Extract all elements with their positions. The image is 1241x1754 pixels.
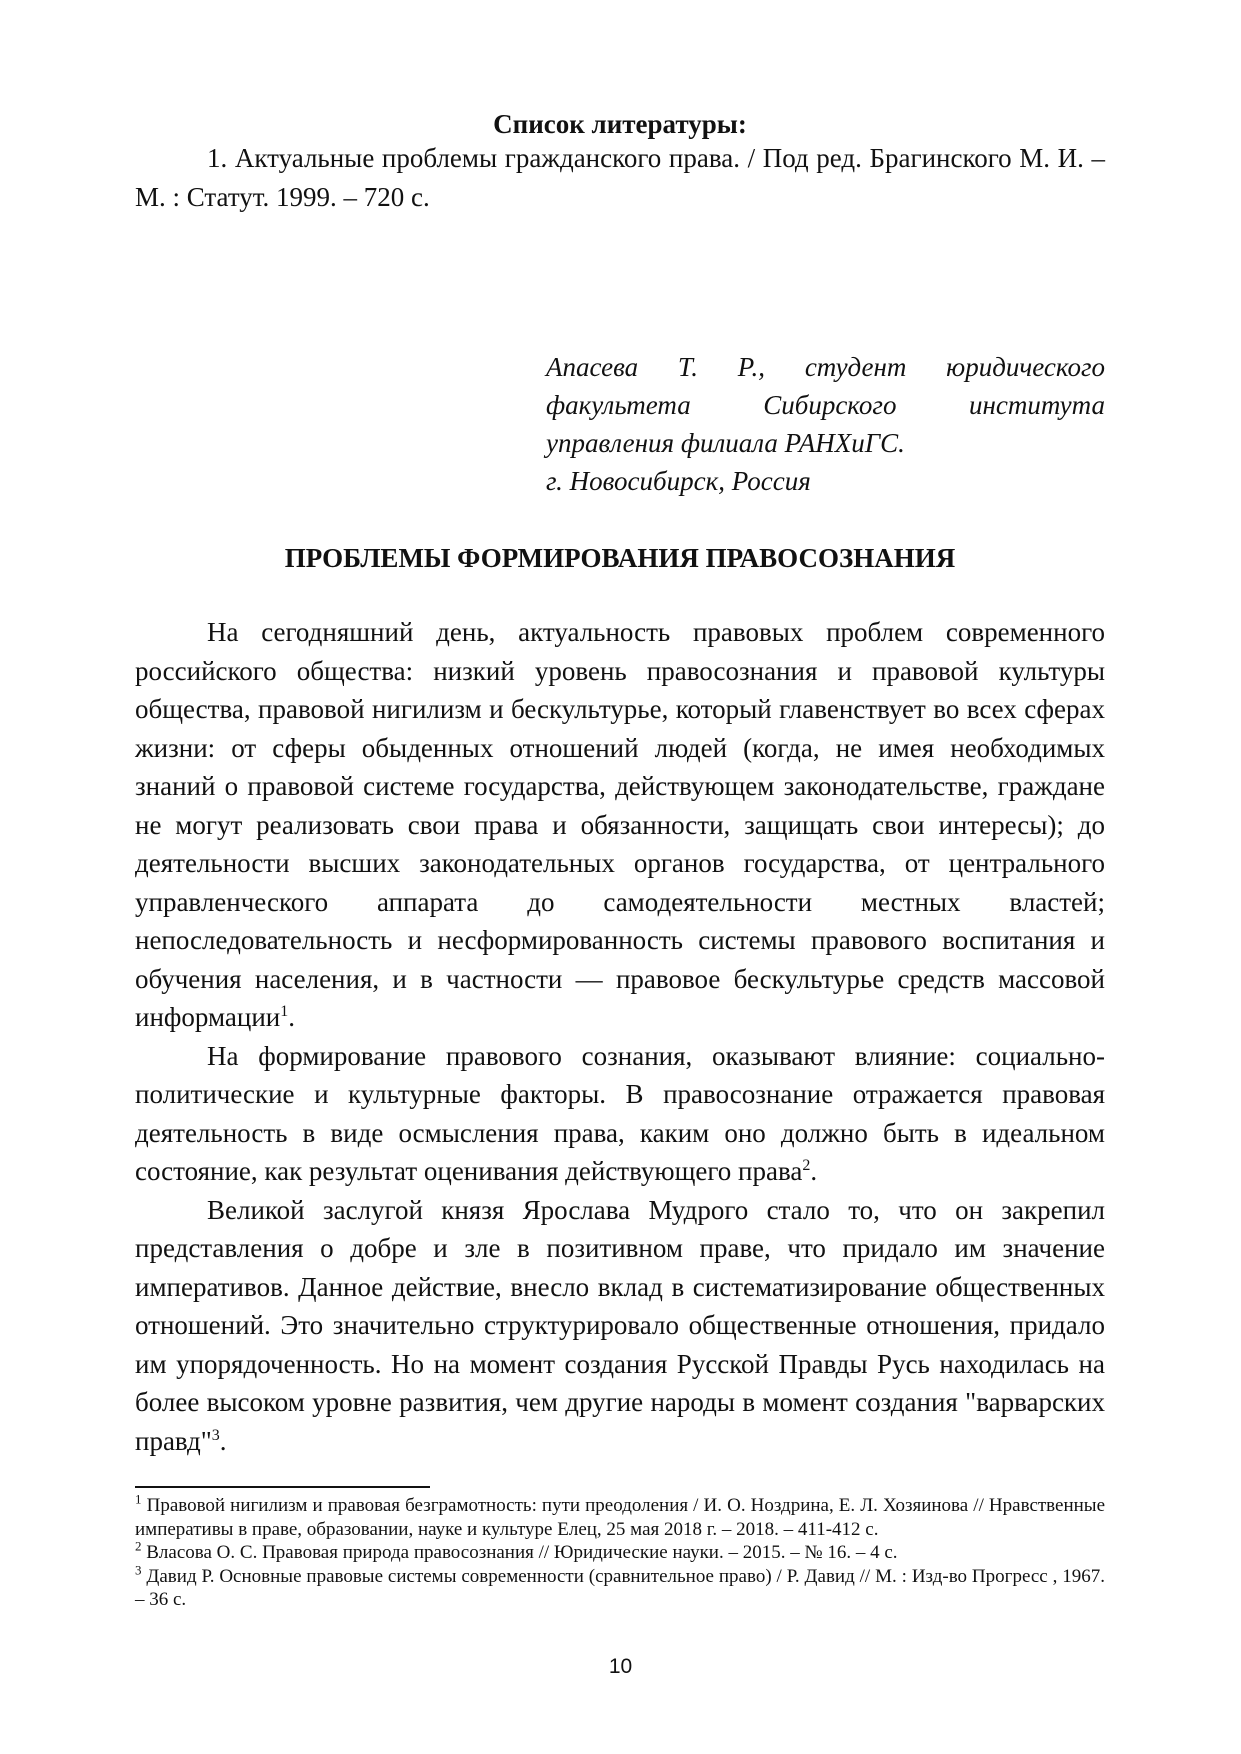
reference-item-1: 1. Актуальные проблемы гражданского права. / Под ред. Брагинского М. И. – М. : Статут. 1999. – 720 с.	[135, 143, 1105, 212]
footnote-text: Давид Р. Основные правовые системы современности (сравнительное право) / Р. Давид // М. : Изд-во Прогресс , 1967. – 36 с.	[135, 1565, 1106, 1610]
article-title: ПРОБЛЕМЫ ФОРМИРОВАНИЯ ПРАВОСОЗНАНИЯ	[284, 543, 956, 573]
references-heading: Список литературы:	[493, 109, 747, 139]
article-paragraph-2	[135, 1037, 1105, 1191]
footnote-1	[135, 1491, 1106, 1541]
footnote-text: Власова О. С. Правовая природа правосознания // Юридические науки. – 2015. – № 16. – 4 с.	[146, 1542, 898, 1563]
author-line-3: управления филиала РАНХиГС.	[546, 428, 905, 458]
paragraph-text: На формирование правового сознания, оказывают влияние: социально-политические и культурные факторы. В правосознание отражается правовая деятельность в виде осмысления права, каким оно должно быть в идеальном состояние, как результат оценивания действующего права	[135, 1040, 1105, 1186]
paragraph-end: .	[219, 1425, 227, 1456]
article-paragraph-1	[135, 613, 1105, 1037]
paragraph-text: Великой заслугой князя Ярослава Мудрого стало то, что он закрепил представления о добре и зле в позитивном праве, что придало им значение императивов. Данное действие, внесло вклад в систематизирование общественных отношений. Это значительно структурировало общественные отношения, придало им упорядоченность. Но на момент создания Русской Правды Русь находилась на более высоком уровне развития, чем другие народы в момент создания "варварских правд"	[135, 1194, 1105, 1456]
footnote-ref-2: 2	[802, 1157, 811, 1174]
footnote-number: 3	[135, 1562, 142, 1578]
author-line-4: г. Новосибирск, Россия	[546, 466, 811, 496]
author-line-1: Апасева Т. Р., студент юридического	[546, 352, 1105, 382]
footnote-number: 1	[135, 1491, 142, 1507]
footnote-3	[135, 1562, 1106, 1612]
footnote-number: 2	[135, 1538, 142, 1554]
paragraph-end: .	[288, 1002, 295, 1032]
footnote-ref-1: 1	[280, 1003, 289, 1020]
author-line-2: факультета Сибирского института	[546, 390, 1105, 420]
footnote-separator	[135, 1486, 430, 1488]
footnote-ref-3: 3	[211, 1426, 220, 1444]
author-info	[546, 348, 1105, 500]
article-body	[135, 613, 1105, 1460]
footnotes	[135, 1491, 1106, 1612]
footnote-2	[135, 1538, 1105, 1565]
article-paragraph-3	[135, 1191, 1105, 1461]
paragraph-end: .	[810, 1156, 818, 1186]
footnote-text: Правовой нигилизм и правовая безграмотность: пути преодоления / И. О. Ноздрина, Е. Л. Хозяинова // Нравственные императивы в праве, образовании, науке и культуре Елец, 25 мая 2018 г. – 2018. – 411-412 с.	[135, 1495, 1106, 1540]
paragraph-text: На сегодняшний день, актуальность правовых проблем современного российского общества: низкий уровень правосознания и правовой культуры общества, правовой нигилизм и бескультурье, который главенствует во всех сферах жизни: от сферы обыденных отношений людей (когда, не имея необходимых знаний о правовой системе государства, действующем законодательстве, граждане не могут реализовать свои права и обязанности, защищать свои интересы); до деятельности высших законодательных органов государства, от центрального управленческого аппарата до самодеятельности местных властей; непоследовательность и несформированность системы правового воспитания и обучения населения, и в частности — правовое бескультурье средств массовой информации	[135, 617, 1105, 1032]
page-number: 10	[608, 1655, 633, 1678]
